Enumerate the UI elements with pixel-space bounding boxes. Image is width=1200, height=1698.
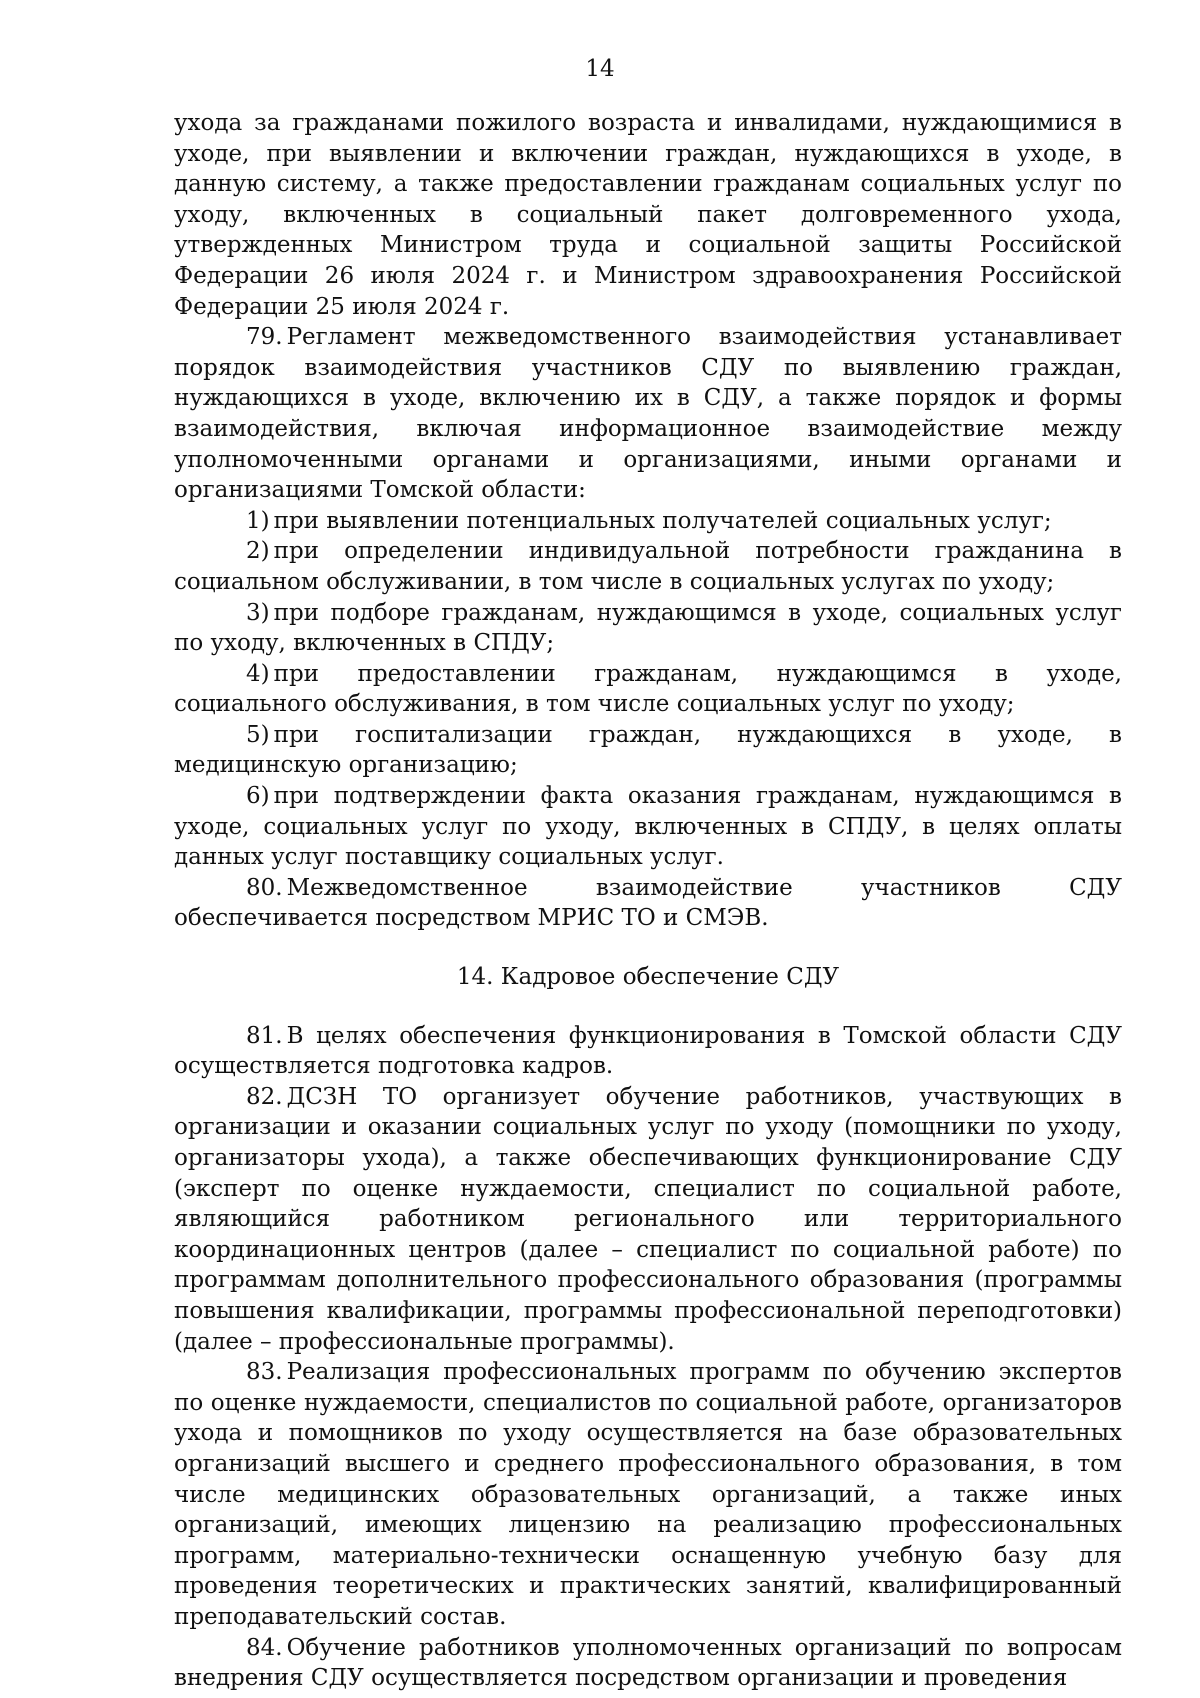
list-item-number: 5) bbox=[246, 721, 270, 748]
list-item-number: 1) bbox=[246, 507, 270, 534]
paragraph-number: 84. bbox=[246, 1634, 283, 1661]
paragraph-number: 83. bbox=[246, 1359, 283, 1386]
list-item-2 bbox=[174, 536, 1122, 597]
list-item-5 bbox=[174, 720, 1122, 781]
list-item-text: при подтверждении факта оказания гражданам, нуждающимся в уходе, социальных услуг по уходу, включенных в СПДУ, в целях оплаты данных услуг поставщику социальных услуг. bbox=[174, 783, 1122, 871]
paragraph-81 bbox=[174, 1021, 1122, 1082]
paragraph-number: 79. bbox=[246, 324, 283, 351]
list-item-number: 6) bbox=[246, 783, 270, 810]
paragraph-text: В целях обеспечения функционирования в Томской области СДУ осуществляется подготовка кадров. bbox=[174, 1022, 1122, 1080]
list-item-number: 3) bbox=[246, 599, 270, 626]
paragraph-84 bbox=[174, 1633, 1122, 1694]
paragraph-82 bbox=[174, 1082, 1122, 1357]
paragraph-83 bbox=[174, 1357, 1122, 1632]
list-item-1 bbox=[174, 506, 1122, 537]
list-item-text: при определении индивидуальной потребности гражданина в социальном обслуживании, в том числе в социальных услугах по уходу; bbox=[174, 538, 1122, 595]
paragraph-text: Регламент межведомственного взаимодействия устанавливает порядок взаимодействия участников СДУ по выявлению граждан, нуждающихся в уходе, включению их в СДУ, а также порядок и формы взаимодействия, включая информационное взаимодействие между уполномоченными органами и организациями, иными органами и организациями Томской области: bbox=[174, 324, 1122, 504]
paragraph-79 bbox=[174, 322, 1122, 506]
paragraph-text: Межведомственное взаимодействие участников СДУ обеспечивается посредством МРИС ТО и СМЭВ. bbox=[174, 874, 1122, 932]
document-body bbox=[174, 108, 1122, 1694]
paragraph-80 bbox=[174, 873, 1122, 934]
paragraph-text: Обучение работников уполномоченных организаций по вопросам внедрения СДУ осуществляется посредством организации и проведения bbox=[174, 1634, 1122, 1692]
list-item-text: при подборе гражданам, нуждающимся в уходе, социальных услуг по уходу, включенных в СПДУ; bbox=[174, 599, 1122, 657]
list-item-number: 2) bbox=[246, 538, 270, 565]
paragraph-number: 82. bbox=[246, 1083, 283, 1110]
section-heading: 14. Кадровое обеспечение СДУ bbox=[456, 964, 840, 991]
list-item-text: при выявлении потенциальных получателей социальных услуг; bbox=[273, 507, 1052, 534]
paragraph-text: Реализация профессиональных программ по обучению экспертов по оценке нуждаемости, специалистов по социальной работе, организаторов ухода и помощников по уходу осуществляется на базе образовательных организаций высшего и среднего профессионального образования, в том числе медицинских образовательных организаций, а также иных организаций, имеющих лицензию на реализацию профессиональных программ, материально-технически оснащенную учебную базу для проведения теоретических и практических занятий, квалифицированный преподавательский состав. bbox=[174, 1359, 1122, 1630]
list-item-number: 4) bbox=[246, 660, 270, 687]
paragraph-number: 80. bbox=[246, 874, 283, 901]
list-item-3 bbox=[174, 598, 1122, 659]
list-item-text: при предоставлении гражданам, нуждающимся в уходе, социального обслуживания, в том числе социальных услуг по уходу; bbox=[174, 660, 1122, 718]
list-item-text: при госпитализации граждан, нуждающихся в уходе, в медицинскую организацию; bbox=[174, 721, 1122, 779]
paragraph-text: ДСЗН ТО организует обучение работников, участвующих в организации и оказании социальных услуг по уходу (помощники по уходу, организаторы ухода), а также обеспечивающих функционирование СДУ (эксперт по оценке нуждаемости, специалист по социальной работе, являющийся работником регионального или территориального координационных центров (далее – специалист по социальной работе) по программам дополнительного профессионального образования (программы повышения квалификации, программы профессиональной переподготовки) (далее – профессиональные программы). bbox=[174, 1083, 1122, 1355]
list-item-4 bbox=[174, 659, 1122, 720]
list-item-6 bbox=[174, 781, 1122, 873]
page-number: 14 bbox=[585, 56, 615, 82]
paragraph-number: 81. bbox=[246, 1022, 283, 1049]
paragraph-continuation: ухода за гражданами пожилого возраста и инвалидами, нуждающимися в уходе, при выявлении и включении граждан, нуждающихся в уходе, в данную систему, а также предоставлении гражданам социальных услуг по уходу, включенных в социальный пакет долговременного ухода, утвержденных Министром труда и социальной защиты Российской Федерации 26 июля 2024 г. и Министром здравоохранения Российской Федерации 25 июля 2024 г. bbox=[174, 110, 1122, 320]
